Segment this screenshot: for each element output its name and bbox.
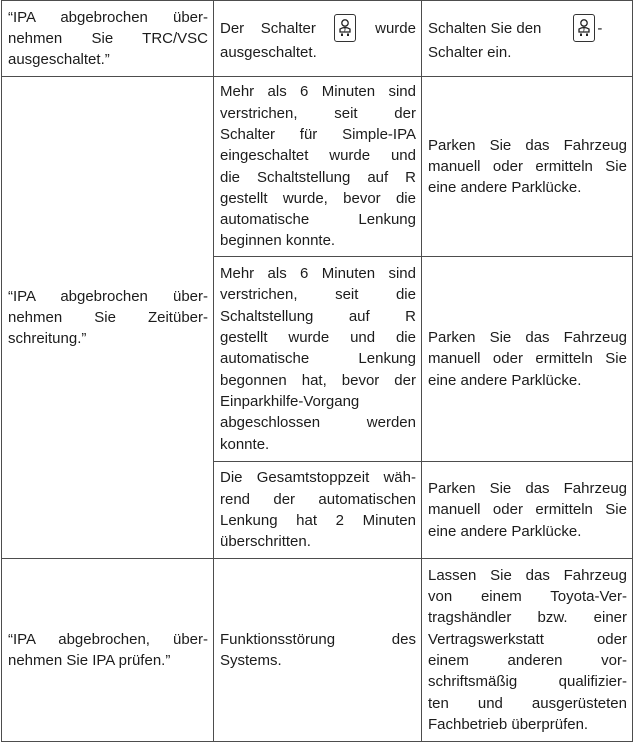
- remedy-line: manuell oder ermitteln Sie: [427, 350, 627, 368]
- remedy-cell: [421, 1, 632, 77]
- remedy-line: ten und ausgerüsteten: [427, 694, 627, 712]
- cause-line: konnte.: [220, 435, 270, 453]
- cause-line: überschritten.: [220, 533, 311, 551]
- warning-message-table: [1, 0, 633, 742]
- cause-line: automatische Lenkung: [220, 211, 416, 229]
- cause-line: rend der automatischen: [220, 490, 416, 508]
- cause-line: verstrichen, seit die: [220, 286, 416, 304]
- message-line: “IPA abgebrochen, über-: [8, 630, 208, 648]
- cause-line: beginnen konnte.: [220, 232, 336, 250]
- message-line: “IPA abgebrochen über-: [8, 287, 208, 305]
- cause-line: Mehr als 6 Minuten sind: [220, 83, 416, 101]
- message-line: “IPA abgebrochen über-: [8, 8, 208, 26]
- message-line: nehmen Sie TRC/VSC: [8, 29, 208, 47]
- message-line: nehmen Sie Zeitüber-: [8, 308, 208, 326]
- cause-cell: [214, 1, 422, 77]
- cause-line: Die Gesamtstoppzeit wäh-: [220, 469, 416, 487]
- svg-text:P: P: [583, 27, 586, 33]
- remedy-line: schriftsmäßig qualifizier-: [427, 673, 627, 691]
- cause-line: Systems.: [220, 652, 282, 669]
- cause-cell: [214, 559, 422, 742]
- cause-cell: [214, 462, 422, 559]
- cause-line: Schalter für Simple-IPA: [220, 125, 416, 143]
- cause-line: gestellt wurde und die: [220, 329, 416, 347]
- message-cell: [2, 1, 214, 77]
- remedy-cell: [421, 77, 632, 257]
- remedy-line: Parken Sie das Fahrzeug: [427, 329, 627, 347]
- cause-line: eingeschaltet wurde und: [220, 147, 416, 165]
- cause-line: abgeschlossen werden: [220, 414, 416, 432]
- remedy-line: eine andere Parklücke.: [427, 522, 582, 540]
- cause-line: Schaltstellung auf R: [220, 307, 416, 325]
- cause-line: verstrichen, seit der: [220, 104, 416, 122]
- cause-cell: [214, 257, 422, 462]
- svg-text:P: P: [344, 27, 347, 33]
- remedy-cell: [421, 462, 632, 559]
- message-line: schreitung.”: [8, 330, 87, 348]
- remedy-cell: [421, 559, 632, 742]
- remedy-line: Parken Sie das Fahrzeug: [427, 136, 627, 154]
- message-line: nehmen Sie IPA prüfen.”: [8, 652, 171, 669]
- message-line: ausgeschaltet.”: [8, 51, 110, 69]
- message-cell: [2, 559, 214, 742]
- cause-line: Der Schalter P wurde: [220, 14, 416, 42]
- remedy-line: manuell oder ermitteln Sie: [427, 501, 627, 519]
- cause-line: die Schaltstellung auf R: [220, 168, 416, 186]
- cause-line: gestellt wurde, bevor die: [220, 189, 416, 207]
- remedy-line: manuell oder ermitteln Sie: [427, 157, 627, 175]
- remedy-cell: [421, 257, 632, 462]
- remedy-line: Fachbetrieb überprüfen.: [427, 715, 589, 733]
- remedy-line: Schalter ein.: [427, 43, 512, 61]
- cause-line: Einparkhilfe-Vorgang: [220, 392, 360, 410]
- remedy-line: von einem Toyota-Ver-: [427, 588, 627, 606]
- cause-line: begonnen hat, bevor der: [220, 371, 416, 389]
- remedy-line: einem anderen vor-: [427, 652, 627, 669]
- cause-line: ausgeschaltet.: [220, 43, 317, 61]
- remedy-line: eine andere Parklücke.: [427, 371, 582, 389]
- remedy-line: Vertragswerkstatt oder: [427, 630, 627, 648]
- remedy-line: Lassen Sie das Fahrzeug: [427, 566, 627, 584]
- cause-cell: [214, 77, 422, 257]
- table-row: [2, 1, 633, 77]
- remedy-line: Schalten Sie den P -: [428, 14, 627, 42]
- remedy-line: eine andere Parklücke.: [427, 179, 582, 197]
- table-row: [2, 559, 633, 742]
- ipa-switch-icon: [573, 14, 595, 42]
- remedy-line: Parken Sie das Fahrzeug: [427, 480, 627, 498]
- message-cell: [2, 77, 214, 559]
- cause-line: automatische Lenkung: [220, 350, 416, 368]
- cause-line: Mehr als 6 Minuten sind: [220, 265, 416, 283]
- ipa-switch-icon: [334, 14, 356, 42]
- cause-line: Funktionsstörung des: [220, 630, 416, 648]
- table-row: [2, 77, 633, 257]
- cause-line: Lenkung hat 2 Minuten: [220, 512, 416, 529]
- remedy-line: tragshändler bzw. einer: [427, 609, 627, 627]
